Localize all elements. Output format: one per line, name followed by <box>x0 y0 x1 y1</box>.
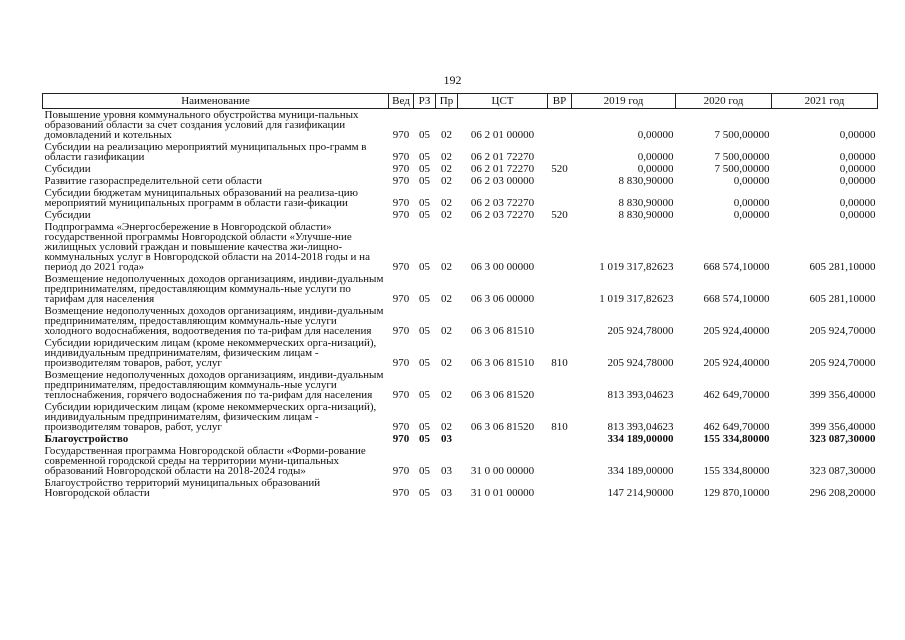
cell-ved: 970 <box>392 151 410 163</box>
table-row <box>43 209 878 221</box>
cell-pr: 03 <box>441 433 452 445</box>
cell-pr: 02 <box>441 357 452 369</box>
cell-vr <box>548 141 572 163</box>
cell-vr: 810 <box>551 357 568 369</box>
cell-cst: 31 0 01 00000 <box>470 487 535 499</box>
cell-y2020: 668 574,10000 <box>703 261 770 273</box>
cell-rz: 05 <box>419 325 430 337</box>
cell-y2019: 1 019 317,82623 <box>599 293 674 305</box>
cell-ved: 970 <box>392 465 410 477</box>
cell-y2021: 605 281,10000 <box>809 261 876 273</box>
cell-pr: 02 <box>441 197 452 209</box>
cell-y2020: 155 334,80000 <box>703 433 770 445</box>
cell-vr <box>548 433 572 445</box>
cell-y2020: 205 924,40000 <box>703 325 770 337</box>
cell-name: Благоустройство <box>44 433 129 445</box>
cell-y2020: 0,00000 <box>733 197 770 209</box>
cell-cst: 06 2 03 00000 <box>470 175 535 187</box>
cell-y2021: 0,00000 <box>839 175 876 187</box>
cell-y2020: 205 924,40000 <box>703 357 770 369</box>
cell-ved: 970 <box>392 175 410 187</box>
cell-cst: 06 3 06 81510 <box>470 325 535 337</box>
cell-name: Субсидии на реализацию мероприятий муниципальных про-грамм в области газификации <box>44 141 367 163</box>
cell-y2019: 0,00000 <box>637 129 674 141</box>
cell-y2019: 205 924,78000 <box>607 325 674 337</box>
cell-vr <box>548 109 572 142</box>
cell-y2019: 0,00000 <box>637 163 674 175</box>
cell-vr <box>548 187 572 209</box>
cell-cst: 06 3 06 81510 <box>470 357 535 369</box>
cell-name: Субсидии юридическим лицам (кроме некоммерческих орга-низаций), индивидуальным предпринимателям, физическим лицам - производителям товаров, работ, услуг <box>44 337 377 369</box>
cell-cst: 06 2 03 72270 <box>470 209 535 221</box>
cell-y2019: 8 830,90000 <box>618 209 674 221</box>
cell-pr: 02 <box>441 325 452 337</box>
cell-rz: 05 <box>419 357 430 369</box>
cell-y2021: 605 281,10000 <box>809 293 876 305</box>
cell-y2021: 0,00000 <box>839 163 876 175</box>
cell-vr <box>548 369 572 401</box>
cell-y2020: 0,00000 <box>733 209 770 221</box>
cell-y2020: 129 870,10000 <box>703 487 770 499</box>
cell-pr: 02 <box>441 421 452 433</box>
cell-y2019: 147 214,90000 <box>607 487 674 499</box>
cell-name: Субсидии юридическим лицам (кроме некоммерческих орга-низаций), индивидуальным предпринимателям, физическим лицам - производителям товаров, работ, услуг <box>44 401 377 433</box>
cell-name: Государственная программа Новгородской области «Форми-рование современной городской среды на территории муни-ципальных образований Новгородской области на 2018-2024 годы» <box>44 445 366 477</box>
cell-vr: 810 <box>551 421 568 433</box>
cell-rz: 05 <box>419 129 430 141</box>
cell-name: Субсидии <box>44 163 91 175</box>
cell-cst: 06 2 01 72270 <box>470 163 535 175</box>
cell-rz: 05 <box>419 421 430 433</box>
cell-pr: 02 <box>441 129 452 141</box>
budget-table <box>42 93 878 499</box>
cell-rz: 05 <box>419 175 430 187</box>
cell-cst: 06 2 01 00000 <box>470 129 535 141</box>
cell-rz: 05 <box>419 197 430 209</box>
cell-rz: 05 <box>419 433 430 445</box>
cell-ved: 970 <box>392 325 410 337</box>
cell-y2019: 813 393,04623 <box>607 421 674 433</box>
cell-y2019: 0,00000 <box>637 151 674 163</box>
cell-cst <box>458 433 548 445</box>
cell-rz: 05 <box>419 293 430 305</box>
cell-y2019: 334 189,00000 <box>607 433 674 445</box>
cell-y2020: 462 649,70000 <box>703 421 770 433</box>
cell-y2021: 296 208,20000 <box>809 487 876 499</box>
table-row <box>43 433 878 445</box>
cell-cst: 06 2 03 72270 <box>470 197 535 209</box>
cell-y2020: 7 500,00000 <box>714 151 770 163</box>
cell-y2021: 0,00000 <box>839 129 876 141</box>
cell-cst: 06 3 06 81520 <box>470 421 535 433</box>
cell-y2020: 0,00000 <box>733 175 770 187</box>
table-row <box>43 187 878 209</box>
cell-vr <box>548 305 572 337</box>
table-row <box>43 337 878 369</box>
cell-y2019: 205 924,78000 <box>607 357 674 369</box>
cell-cst: 06 3 06 00000 <box>470 293 535 305</box>
cell-pr: 03 <box>441 465 452 477</box>
cell-pr: 02 <box>441 175 452 187</box>
cell-y2021: 0,00000 <box>839 209 876 221</box>
header-2021: 2021 год <box>772 94 878 109</box>
cell-name: Повышение уровня коммунального обустройства муници-пальных образований области за счет создания условий для газификации домовладений и котельных <box>44 109 359 141</box>
cell-y2020: 155 334,80000 <box>703 465 770 477</box>
cell-ved: 970 <box>392 487 410 499</box>
table-row <box>43 477 878 499</box>
cell-ved: 970 <box>392 209 410 221</box>
header-2020: 2020 год <box>676 94 772 109</box>
header-rz: РЗ <box>414 94 436 109</box>
table-row <box>43 401 878 433</box>
cell-rz: 05 <box>419 465 430 477</box>
cell-ved: 970 <box>392 389 410 401</box>
cell-y2020: 668 574,10000 <box>703 293 770 305</box>
cell-pr: 03 <box>441 487 452 499</box>
cell-vr <box>548 477 572 499</box>
cell-vr <box>548 221 572 273</box>
cell-y2020: 7 500,00000 <box>714 129 770 141</box>
table-row <box>43 175 878 187</box>
cell-y2021: 0,00000 <box>839 151 876 163</box>
cell-rz: 05 <box>419 209 430 221</box>
cell-cst: 06 3 00 00000 <box>470 261 535 273</box>
cell-ved: 970 <box>392 197 410 209</box>
cell-y2020: 462 649,70000 <box>703 389 770 401</box>
cell-y2021: 323 087,30000 <box>809 433 876 445</box>
table-body <box>43 109 878 500</box>
cell-y2019: 8 830,90000 <box>618 197 674 209</box>
cell-y2021: 399 356,40000 <box>809 421 876 433</box>
cell-name: Субсидии бюджетам муниципальных образований на реализа-цию мероприятий муниципальных программ в области гази-фикации <box>44 187 358 209</box>
table-row <box>43 369 878 401</box>
cell-cst: 06 3 06 81520 <box>470 389 535 401</box>
cell-rz: 05 <box>419 389 430 401</box>
cell-name: Подпрограмма «Энергосбережение в Новгородской области» государственной программы Новгородской области «Улучше-ние жилищных условий граждан и повышение качества жи-лищно-коммунальных услуг в Новгородской области на 2014-2018 годы и на период до 2021 года» <box>44 221 370 273</box>
header-ved: Вед <box>389 94 414 109</box>
header-2019: 2019 год <box>572 94 676 109</box>
cell-ved: 970 <box>392 433 410 445</box>
cell-cst: 31 0 00 00000 <box>470 465 535 477</box>
cell-ved: 970 <box>392 357 410 369</box>
table-row <box>43 273 878 305</box>
cell-cst: 06 2 01 72270 <box>470 151 535 163</box>
cell-pr: 02 <box>441 163 452 175</box>
table-row <box>43 445 878 477</box>
cell-y2019: 334 189,00000 <box>607 465 674 477</box>
cell-ved: 970 <box>392 163 410 175</box>
cell-name: Благоустройство территорий муниципальных образований Новгородской области <box>44 477 321 499</box>
page-number: 192 <box>443 73 462 87</box>
cell-pr: 02 <box>441 389 452 401</box>
cell-y2021: 205 924,70000 <box>809 357 876 369</box>
cell-rz: 05 <box>419 163 430 175</box>
cell-vr: 520 <box>551 209 568 221</box>
header-pr: Пр <box>436 94 458 109</box>
cell-y2020: 7 500,00000 <box>714 163 770 175</box>
cell-pr: 02 <box>441 151 452 163</box>
cell-name: Субсидии <box>44 209 91 221</box>
cell-pr: 02 <box>441 209 452 221</box>
cell-y2021: 0,00000 <box>839 197 876 209</box>
table-row <box>43 163 878 175</box>
cell-pr: 02 <box>441 293 452 305</box>
header-vr: ВР <box>548 94 572 109</box>
table-row <box>43 305 878 337</box>
cell-rz: 05 <box>419 151 430 163</box>
header-cst: ЦСТ <box>458 94 548 109</box>
cell-y2021: 323 087,30000 <box>809 465 876 477</box>
cell-ved: 970 <box>392 421 410 433</box>
cell-vr <box>548 445 572 477</box>
cell-y2019: 813 393,04623 <box>607 389 674 401</box>
cell-name: Развитие газораспределительной сети области <box>44 175 263 187</box>
cell-y2019: 8 830,90000 <box>618 175 674 187</box>
cell-y2021: 399 356,40000 <box>809 389 876 401</box>
cell-y2019: 1 019 317,82623 <box>599 261 674 273</box>
header-name: Наименование <box>43 94 389 109</box>
cell-rz: 05 <box>419 261 430 273</box>
cell-vr <box>548 175 572 187</box>
cell-name: Возмещение недополученных доходов организациям, индиви-дуальным предпринимателям, предоставляющим коммуналь-ные услуги теплоснабжения, горячего водоснабжения по та-рифам для населения <box>44 369 384 401</box>
cell-vr <box>548 273 572 305</box>
cell-vr: 520 <box>551 163 568 175</box>
cell-y2021: 205 924,70000 <box>809 325 876 337</box>
cell-ved: 970 <box>392 293 410 305</box>
cell-name: Возмещение недополученных доходов организациям, индиви-дуальным предпринимателям, предоставляющим коммуналь-ные услуги холодного водоснабжения, водоотведения по та-рифам для населения <box>44 305 384 337</box>
table-row <box>43 141 878 163</box>
cell-pr: 02 <box>441 261 452 273</box>
cell-rz: 05 <box>419 487 430 499</box>
cell-ved: 970 <box>392 261 410 273</box>
table-header-row <box>43 94 878 109</box>
table-row <box>43 221 878 273</box>
cell-name: Возмещение недополученных доходов организациям, индиви-дуальным предпринимателям, предоставляющим коммуналь-ные услуги по тарифам для населения <box>44 273 384 305</box>
table-row <box>43 109 878 142</box>
cell-ved: 970 <box>392 129 410 141</box>
